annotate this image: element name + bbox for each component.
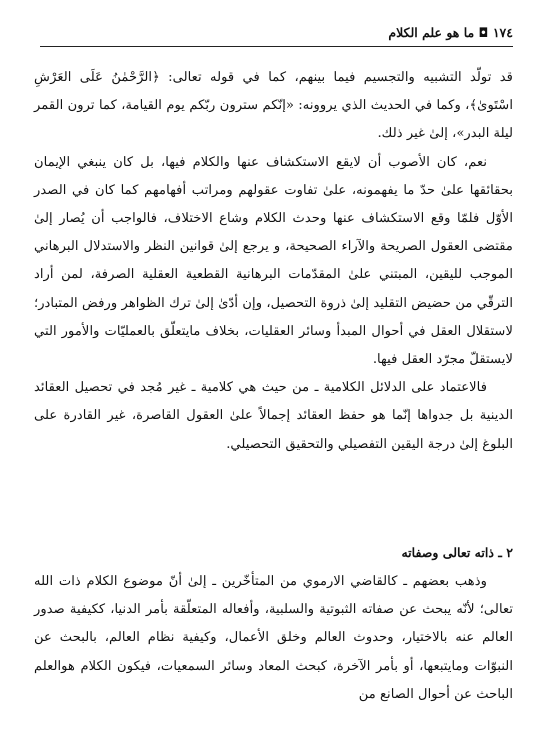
paragraph-2: نعم، كان الأصوب أن لايقع الاستكشاف عنها والكلام فيها، بل كان ينبغي الإيمان بحقائقها علىٰ حدّ ما يفهمونه، علىٰ تفاوت عقولهم ومراتب أفهامهم كما كان في الصدر الأوّل فلمّا وقع الاستكشاف عنها وحدث الكلام وشاع الاختلاف، فالواجب أن يُصار إلىٰ مقتضى العقول الصريحة والآراء الصحيحة، و يرجع إلىٰ قوانين النظر والاستدلال البرهاني الموجب لليقين، المبتني علىٰ المقدّمات البرهانية القطعية العقلية الصرفة، لمن أراد الترقّي من حضيض التقليد إلىٰ ذروة التحصيل، وإن أدّىٰ إلىٰ ترك الظواهر ورفض المتبادر؛ لاستقلال العقل في أحوال المبدأ وسائر العقليات، بخلاف مايتعلّق بالعمليّات والأمور التي لايستقلّ مجرّد العقل فيها. <box>34 154 513 368</box>
section-body-text <box>34 568 513 709</box>
running-header <box>40 24 513 47</box>
paragraph-3: فالاعتماد على الدلائل الكلامية ـ من حيث هي كلامية ـ غير مُجد في تحصيل العقائد الدينية بل جدواها إنّما هو حفظ العقائد إجمالاً علىٰ العقول القاصرة، غير القادرة على البلوغ إلىٰ درجة اليقين التفصيلي والتحقيق التحصيلي. <box>34 380 513 452</box>
section-heading: ٢ ـ ذاته تعالى وصفاته <box>401 545 513 560</box>
body-text <box>34 64 513 459</box>
header-title: ١٧٤ ◘ ما هو علم الكلام <box>388 25 513 40</box>
section-paragraph-1: وذهب بعضهم ـ كالقاضي الارموي من المتأخّرين ـ إلىٰ أنّ موضوع الكلام ذات الله تعالى؛ لأنّه يبحث عن صفاته الثبوتية والسلبية، وأفعاله المتعلّقة بأمر الدنيا، ككيفية صدور العالم عنه بالاختيار، وحدوث العالم وخلق الأعمال، وكيفية نظام العالم، بالبحث عن النبوّات ومايتبعها، أو بأمر الآخرة، كبحث المعاد وسائر السمعيات، فيكون الكلام هوالعلم الباحث عن أحوال الصانع من <box>34 574 513 702</box>
paragraph-1: قد تولّد التشبيه والتجسيم فيما بينهم، كما في قوله تعالى: ﴿الرَّحْمٰنُ عَلَى العَرْشِ اسْتَوىٰ﴾، وكما في الحديث الذي يروونه: «إنّكم سترون ربّكم يوم القيامة، كما ترون القمر ليلة البدر»، إلىٰ غير ذلك. <box>34 70 513 142</box>
